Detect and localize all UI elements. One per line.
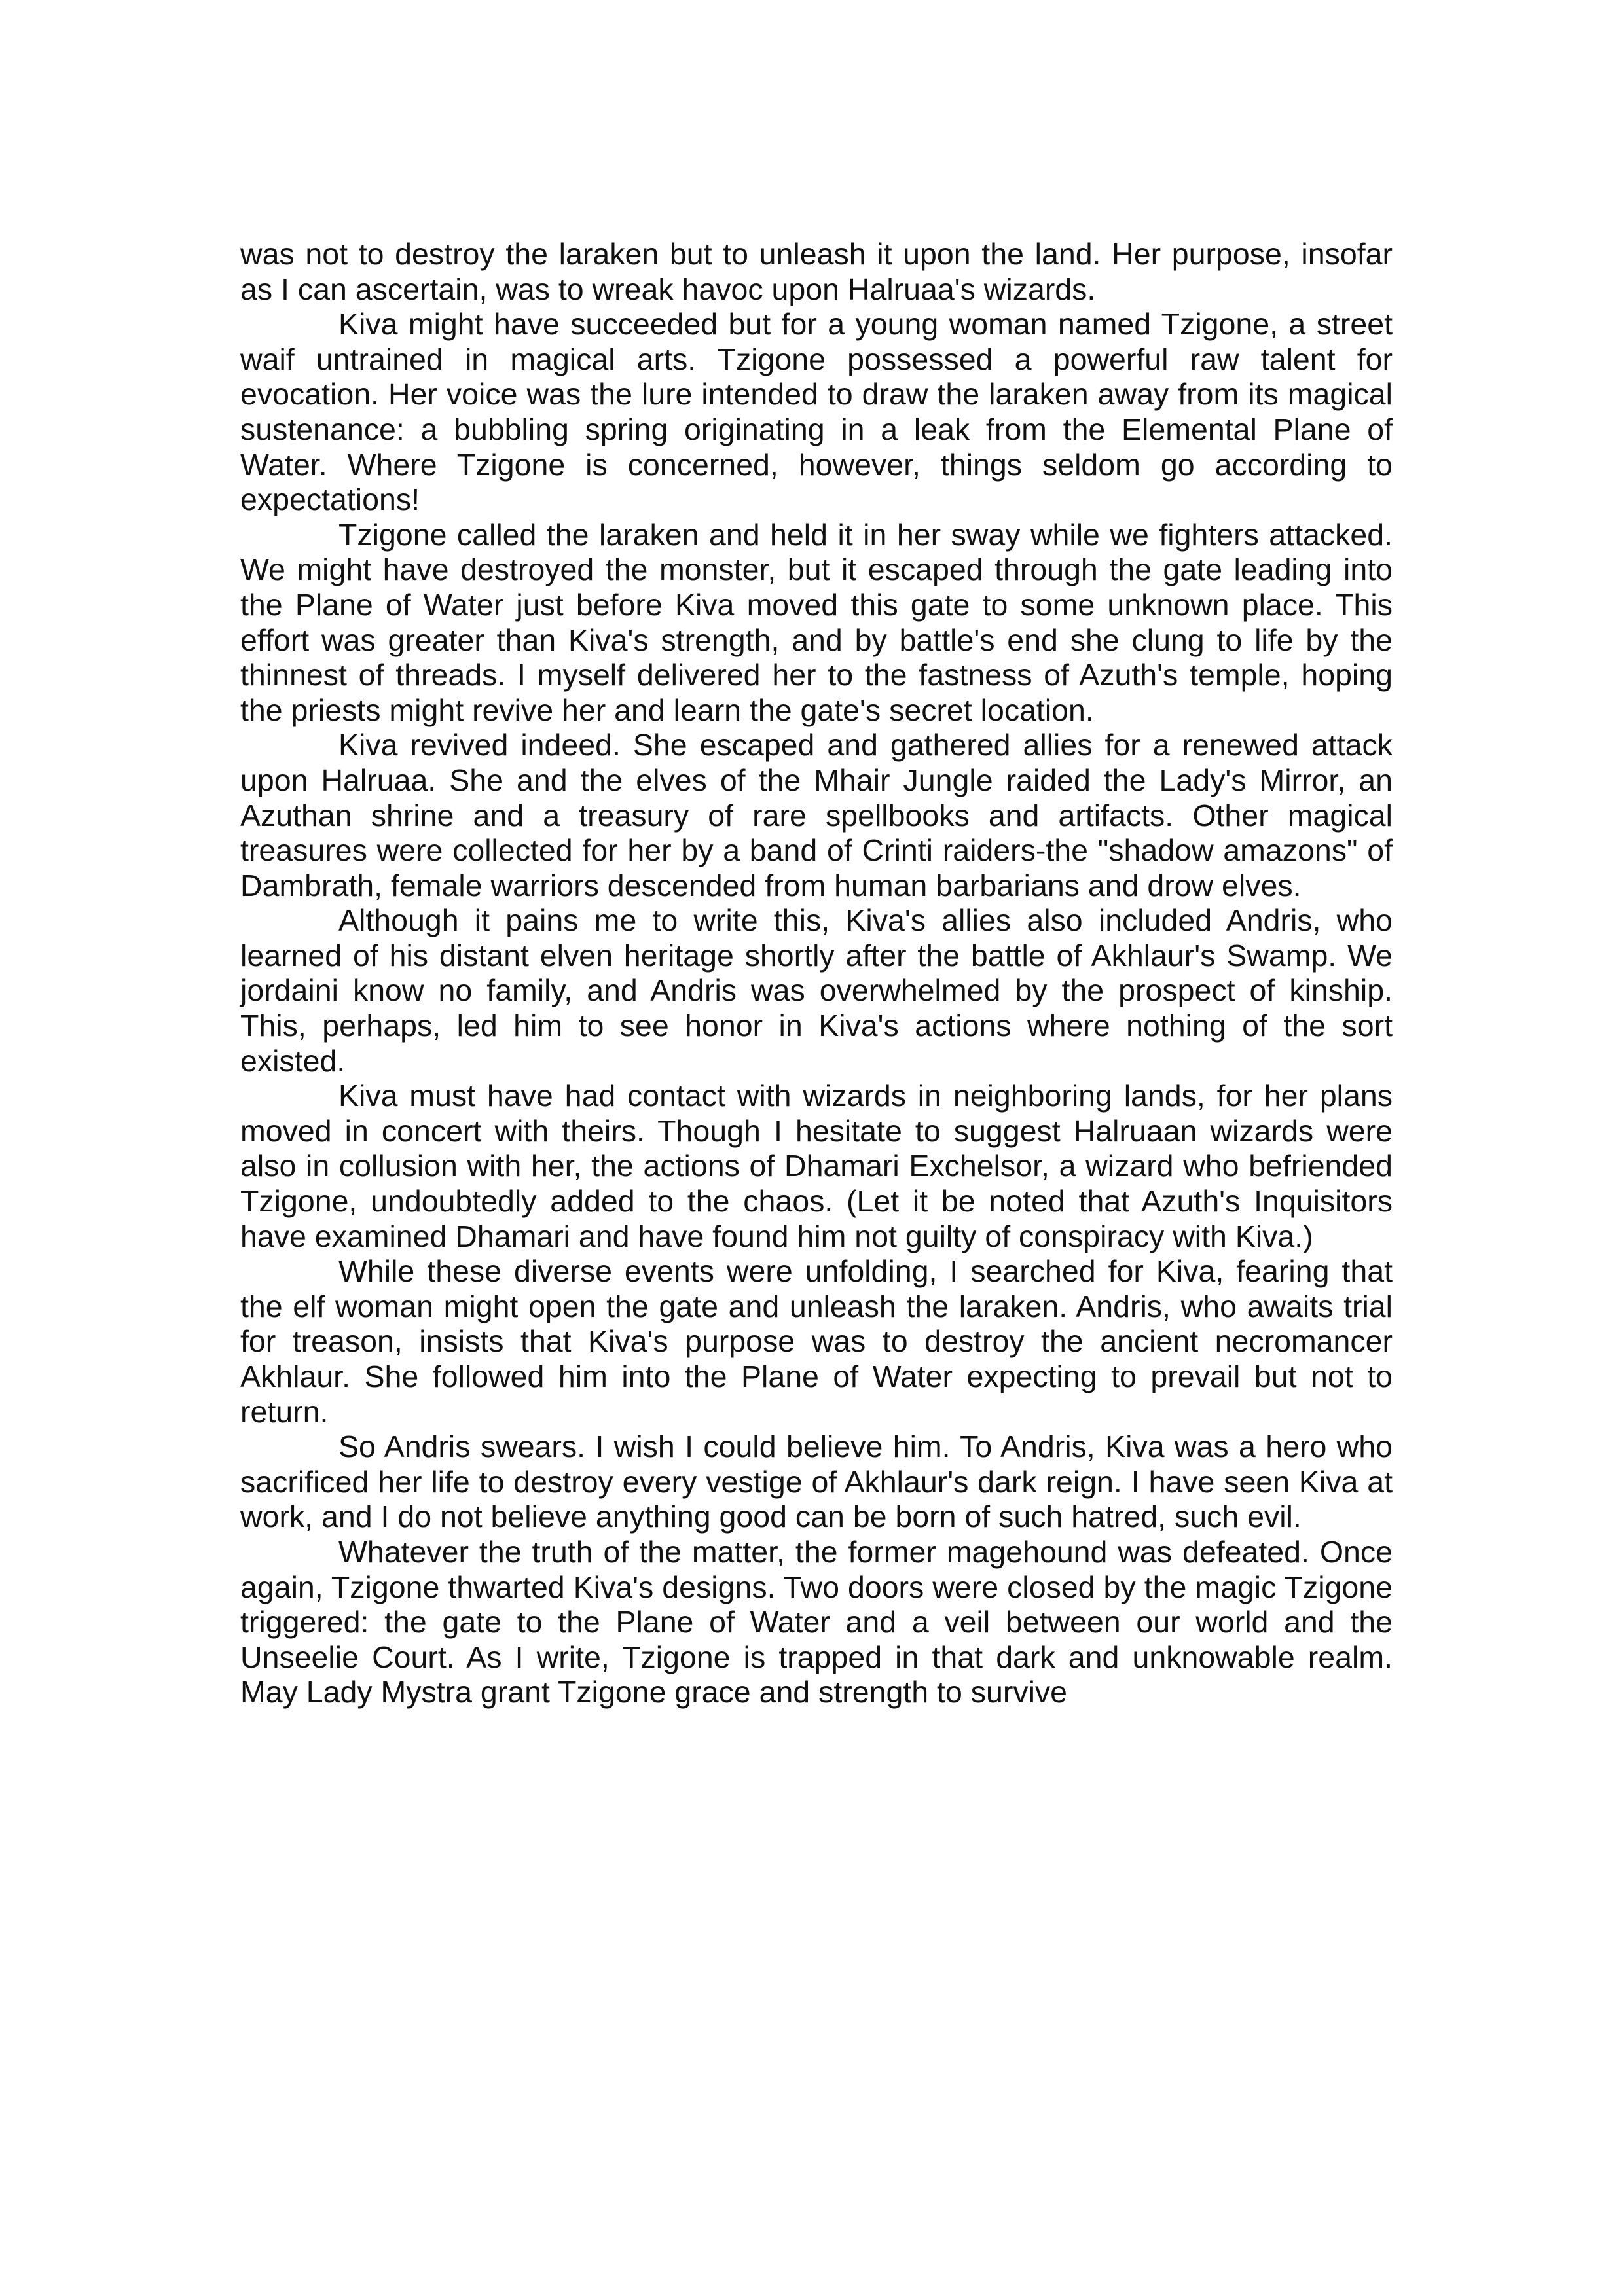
paragraph-search-for-kiva: While these diverse events were unfolding, I searched for Kiva, fearing that the elf woman might open the gate and unleash the laraken. Andris, who awaits trial for treason, insists that Kiva's purpose was to destroy the ancient necromancer Akhlaur. She followed him into the Plane of Water expecting to prevail but not to return. — [240, 1254, 1393, 1429]
body-text — [240, 237, 1393, 1710]
paragraph-tzigone-called-laraken: Tzigone called the laraken and held it in her sway while we fighters attacked. We might have destroyed the monster, but it escaped through the gate leading into the Plane of Water just before Kiva moved this gate to some unknown place. This effort was greater than Kiva's strength, and by battle's end she clung to life by the thinnest of threads. I myself delivered her to the fastness of Azuth's temple, hoping the priests might revive her and learn the gate's secret location. — [240, 517, 1393, 727]
paragraph-andris-swears: So Andris swears. I wish I could believe him. To Andris, Kiva was a hero who sacrificed her life to destroy every vestige of Akhlaur's dark reign. I have seen Kiva at work, and I do not believe anything good can be born of such hatred, such evil. — [240, 1429, 1393, 1534]
paragraph-continued: was not to destroy the laraken but to unleash it upon the land. Her purpose, insofar as I can ascertain, was to wreak havoc upon Halruaa's wizards. — [240, 237, 1393, 306]
paragraph-magehound-defeated: Whatever the truth of the matter, the former magehound was defeated. Once again, Tzigone thwarted Kiva's designs. Two doors were closed by the magic Tzigone triggered: the gate to the Plane of Water and a veil between our world and the Unseelie Court. As I write, Tzigone is trapped in that dark and unknowable realm. May Lady Mystra grant Tzigone grace and strength to survive — [240, 1534, 1393, 1710]
paragraph-kiva-might-have-succeeded: Kiva might have succeeded but for a young woman named Tzigone, a street waif untrained in magical arts. Tzigone possessed a powerful raw talent for evocation. Her voice was the lure intended to draw the laraken away from its magical sustenance: a bubbling spring originating in a leak from the Elemental Plane of Water. Where Tzigone is concerned, however, things seldom go according to expectations! — [240, 307, 1393, 517]
paragraph-kiva-revived: Kiva revived indeed. She escaped and gathered allies for a renewed attack upon Halruaa. She and the elves of the Mhair Jungle raided the Lady's Mirror, an Azuthan shrine and a treasury of rare spellbooks and artifacts. Other magical treasures were collected for her by a band of Crinti raiders-the "shadow amazons" of Dambrath, female warriors descended from human barbarians and drow elves. — [240, 728, 1393, 903]
paragraph-wizards-neighboring-lands: Kiva must have had contact with wizards in neighboring lands, for her plans moved in concert with theirs. Though I hesitate to suggest Halruaan wizards were also in collusion with her, the actions of Dhamari Exchelsor, a wizard who befriended Tzigone, undoubtedly added to the chaos. (Let it be noted that Azuth's Inquisitors have examined Dhamari and have found him not guilty of conspiracy with Kiva.) — [240, 1079, 1393, 1253]
paragraph-andris-allies: Although it pains me to write this, Kiva's allies also included Andris, who learned of his distant elven heritage shortly after the battle of Akhlaur's Swamp. We jordaini know no family, and Andris was overwhelmed by the prospect of kinship. This, perhaps, led him to see honor in Kiva's actions where nothing of the sort existed. — [240, 903, 1393, 1078]
